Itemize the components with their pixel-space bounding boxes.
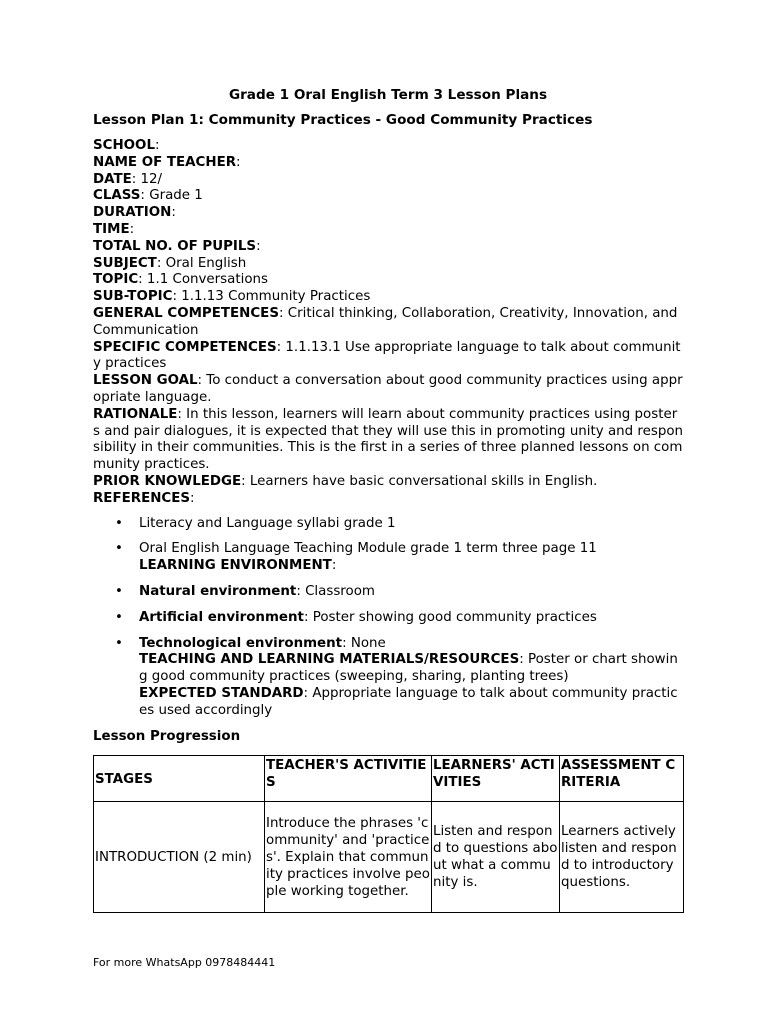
list-item: • Oral English Language Teaching Module grade 1 term three page 11 LEARNING ENVIRONMENT: (115, 541, 597, 574)
field-topic: TOPIC: 1.1 Conversations (93, 272, 268, 288)
field-class: CLASS: Grade 1 (93, 188, 203, 204)
lesson-progression-table (93, 755, 684, 913)
field-lesson-goal: LESSON GOAL: To conduct a conversation about good community practices using appropriate language. (93, 373, 683, 405)
lesson-progression-heading: Lesson Progression (93, 728, 241, 744)
bullet-icon: • (115, 515, 123, 531)
document-title: Grade 1 Oral English Term 3 Lesson Plans (228, 87, 548, 103)
header-teacher-activities: TEACHER'S ACTIVITIES (265, 756, 432, 802)
bullet-icon: • (115, 635, 123, 651)
cell-teacher-activity: Introduce the phrases 'community' and 'practices'. Explain that community practices involve people working together. (265, 802, 432, 913)
cell-assessment: Learners actively listen and respond to introductory questions. (560, 802, 684, 913)
field-total-pupils: TOTAL NO. OF PUPILS: (93, 238, 261, 254)
cell-learner-activity: Listen and respond to questions about what a community is. (432, 802, 560, 913)
header-assessment-criteria: ASSESSMENT CRITERIA (560, 756, 684, 802)
field-general-competences: GENERAL COMPETENCES: Critical thinking, Collaboration, Creativity, Innovation, and Communication (93, 305, 678, 338)
field-references: REFERENCES: (93, 490, 195, 506)
table-header-row (94, 756, 684, 802)
lesson-plan-heading: Lesson Plan 1: Community Practices - Good Community Practices (93, 112, 593, 128)
footer-contact: For more WhatsApp 0978484441 (93, 956, 276, 969)
cell-stage: INTRODUCTION (2 min) (94, 802, 265, 913)
list-item: • Natural environment: Classroom (115, 583, 375, 599)
document-page (93, 86, 683, 913)
field-date: DATE: 12/ (93, 171, 163, 187)
list-item: • Technological environment: None TEACHING AND LEARNING MATERIALS/RESOURCES: Poster or chart showing good community practices (sweeping, sharing, planting trees) EXPECTED STANDARD: Appropriate language to talk about community practices used accordingly (115, 635, 678, 718)
bullet-icon: • (115, 609, 123, 625)
field-school: SCHOOL: (93, 138, 160, 153)
field-specific-competences: SPECIFIC COMPETENCES: 1.1.13.1 Use appropriate language to talk about community practices (93, 339, 681, 372)
materials-label: TEACHING AND LEARNING MATERIALS/RESOURCES (139, 652, 520, 668)
bullet-icon: • (115, 583, 123, 599)
learning-environment-label: LEARNING ENVIRONMENT (139, 558, 332, 574)
field-prior-knowledge: PRIOR KNOWLEDGE: Learners have basic conversational skills in English. (93, 473, 598, 489)
field-teacher: NAME OF TEACHER: (93, 154, 241, 170)
field-duration: DURATION: (93, 205, 176, 221)
expected-standard-label: EXPECTED STANDARD (139, 685, 304, 701)
field-rationale: RATIONALE: In this lesson, learners will learn about community practices using posters and pair dialogues, it is expected that they will use this in promoting unity and responsibility in their communities. This is the first in a series of three planned lessons on community practices. (93, 406, 683, 473)
field-sub-topic: SUB-TOPIC: 1.1.13 Community Practices (93, 289, 371, 305)
list-item: • Literacy and Language syllabi grade 1 (115, 515, 396, 531)
bullet-icon: • (115, 541, 123, 557)
header-learners-activities: LEARNERS' ACTIVITIES (432, 756, 560, 802)
header-stages: STAGES (94, 756, 265, 802)
field-subject: SUBJECT: Oral English (93, 255, 247, 271)
table-row (94, 802, 684, 913)
list-item: • Artificial environment: Poster showing good community practices (115, 609, 597, 625)
field-time: TIME: (93, 221, 135, 237)
lesson-fields (93, 138, 683, 508)
references-list (93, 516, 683, 720)
